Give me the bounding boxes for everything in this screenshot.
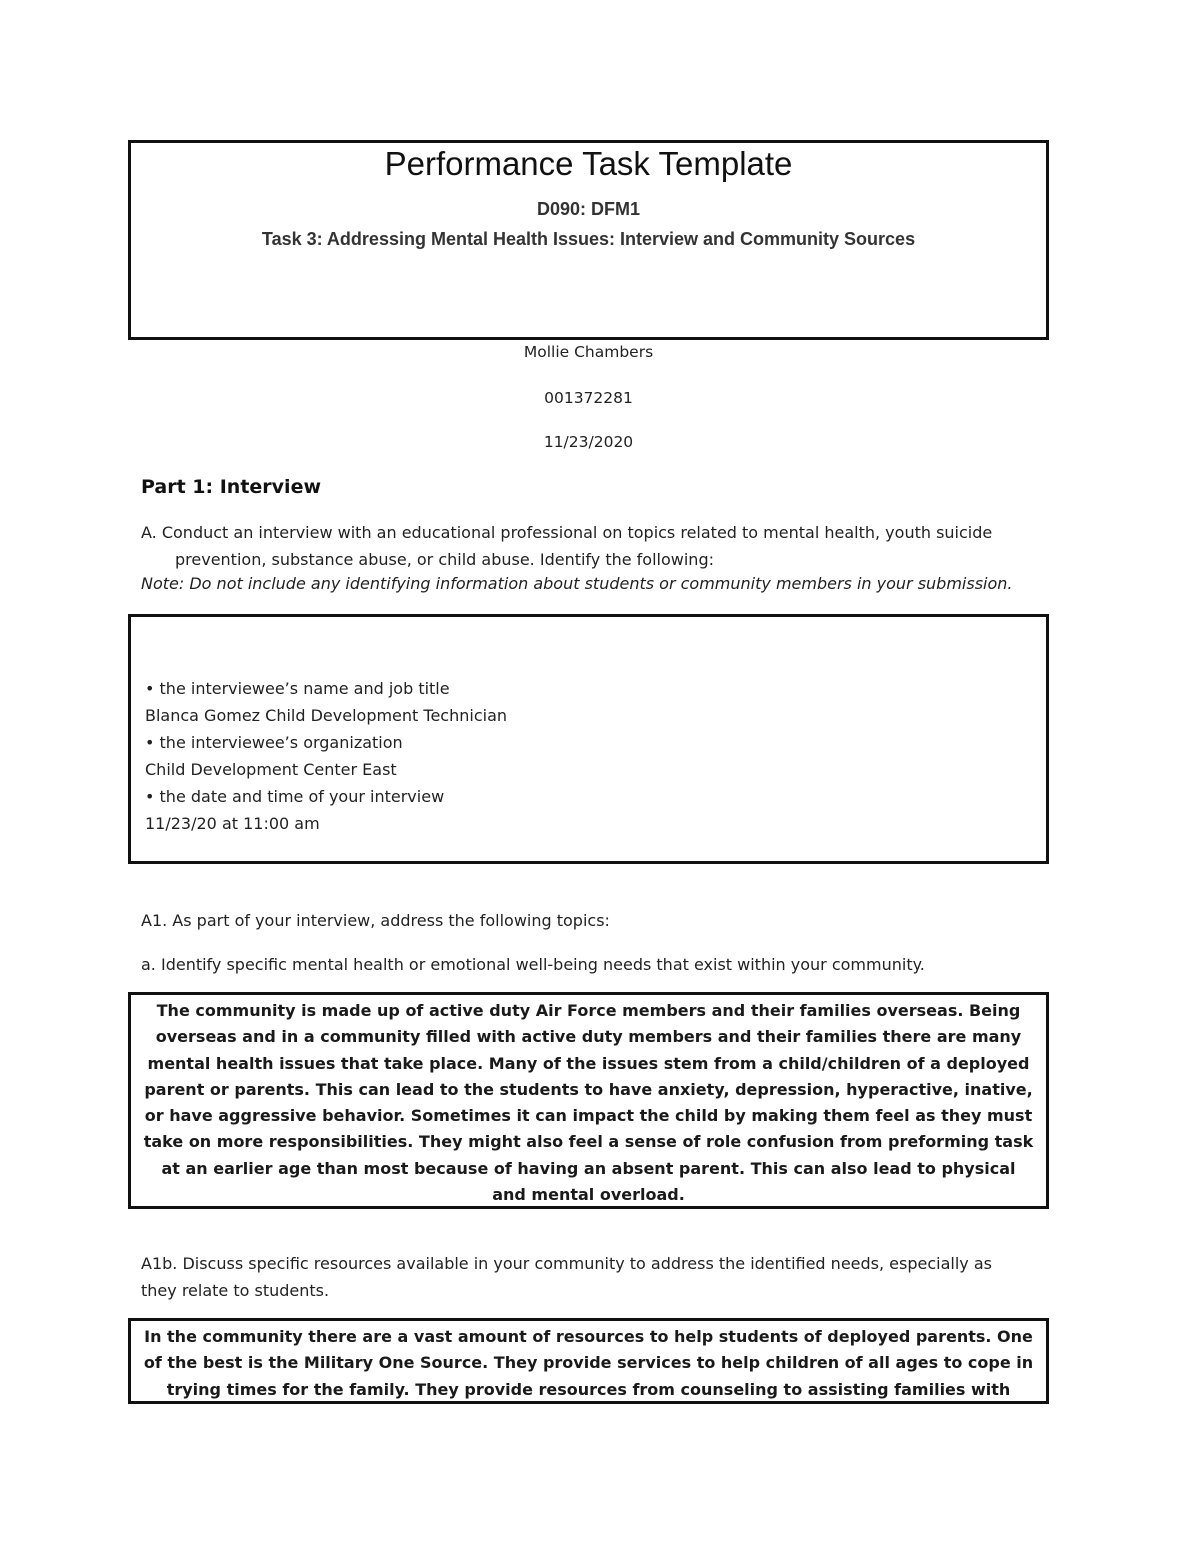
interview-info-lines (145, 675, 507, 837)
part1-heading: Part 1: Interview (141, 476, 322, 498)
submission-date: 11/23/2020 (543, 433, 634, 451)
a1b-prompt-line2: they relate to students. (141, 1281, 330, 1300)
a1b-answer: In the community there are a vast amount of resources to help students of deployed parents. One of the best is the Military One Source. They provide services to help children of all ages to cope in trying times for the family. They provide resources from counseling to assisting families with (143, 1327, 1034, 1399)
a1a-answer-box (128, 992, 1049, 1209)
info-line: • the interviewee’s name and job title (145, 679, 450, 698)
student-name: Mollie Chambers (523, 343, 654, 361)
a1a-prompt: a. Identify specific mental health or emotional well-being needs that exist within your community. (141, 955, 925, 974)
document-title: Performance Task Template (384, 145, 793, 182)
info-line: 11/23/20 at 11:00 am (145, 814, 320, 833)
a1a-answer: The community is made up of active duty Air Force members and their families overseas. Being overseas and in a community filled with active duty members and their families there are many mental health issues that take place. Many of the issues stem from a child/children of a deployed parent or parents. This can lead to the students to have anxiety, depression, hyperactive, inative, or have aggressive behavior. Sometimes it can impact the child by making them feel as they must take on more responsibilities. They might also feel a sense of role confusion from preforming task at an earlier age than most because of having an absent parent. This can also lead to physical and mental overload. (143, 1001, 1034, 1205)
a1b-prompt (141, 1250, 1041, 1304)
course-code: D090: DFM1 (536, 199, 641, 219)
a1b-prompt-line1: A1b. Discuss specific resources available in your community to address the identified needs, especially as (141, 1254, 992, 1273)
task-title: Task 3: Addressing Mental Health Issues: Interview and Community Sources (261, 229, 916, 249)
a1b-answer-box (128, 1318, 1049, 1404)
info-line: Child Development Center East (145, 760, 397, 779)
privacy-note: Note: Do not include any identifying information about students or community members in your submission. (141, 574, 1013, 593)
prompt-a-line1: A. Conduct an interview with an educational professional on topics related to mental health, youth suicide (141, 523, 993, 542)
prompt-a-line2: prevention, substance abuse, or child abuse. Identify the following: (175, 550, 714, 569)
header-box (128, 140, 1049, 340)
info-line: Blanca Gomez Child Development Technician (145, 706, 508, 725)
a1-prompt: A1. As part of your interview, address the following topics: (141, 911, 610, 930)
info-line: • the date and time of your interview (145, 787, 445, 806)
interview-info-box (128, 614, 1049, 864)
student-id: 001372281 (544, 389, 633, 407)
prompt-a (141, 519, 1041, 573)
info-line: • the interviewee’s organization (145, 733, 403, 752)
